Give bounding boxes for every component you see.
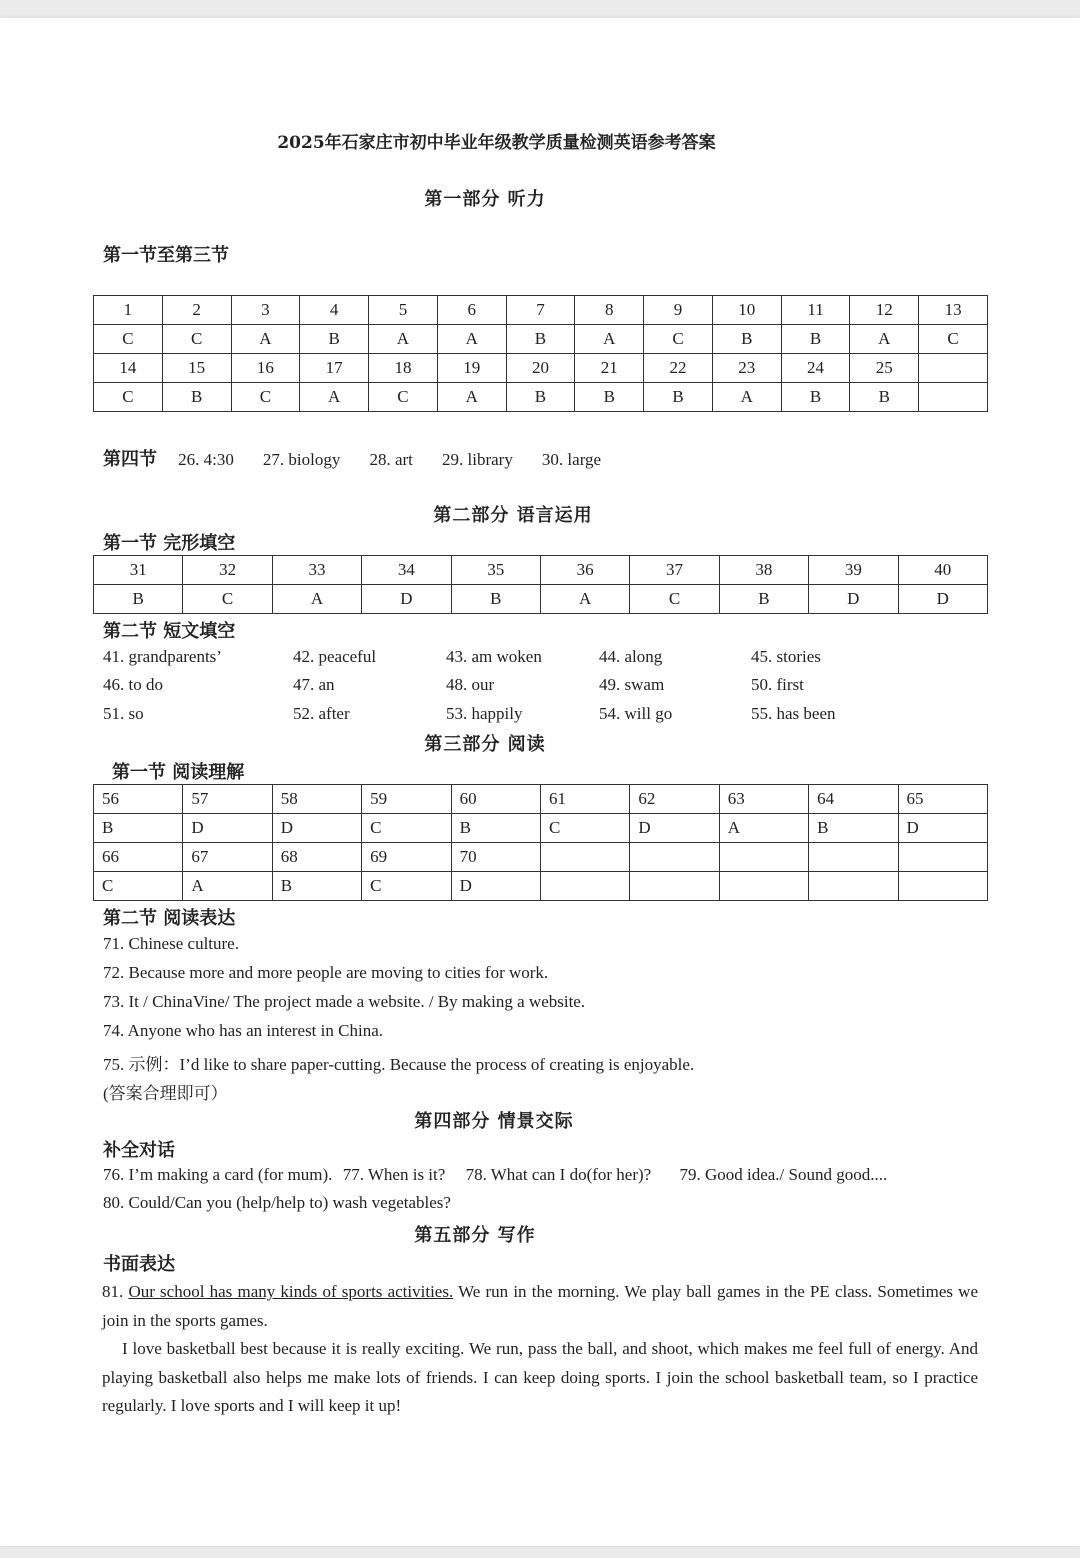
part1-sec4-row <box>103 445 601 471</box>
dialogue-answer: 76. I’m making a card (for mum). <box>103 1165 333 1184</box>
part4-sec-label: 补全对话 <box>103 1140 175 1161</box>
table-cell: B <box>451 814 540 843</box>
part1-sec1-3-label: 第一节至第三节 <box>103 245 229 266</box>
table-cell: C <box>644 325 713 354</box>
reading-answer-73: 73. It / ChinaVine/ The project made a website. / By making a website. <box>103 992 586 1011</box>
essay-paragraph-2: I love basketball best because it is really exciting. We run, pass the ball, and shoot, which makes me feel full of energy. And playing basketball also helps me make lots of friends. I can keep doing sports. I join the school basketball team, so I practice regularly. I love sports and I will keep it up! <box>102 1339 978 1415</box>
part2-heading: 第二部分 语言运用 <box>433 505 593 526</box>
table-cell: 15 <box>162 354 231 383</box>
fill-answer: 53. happily <box>446 704 523 723</box>
table-cell: 31 <box>94 556 183 585</box>
table-cell: 17 <box>300 354 369 383</box>
table-cell: 20 <box>506 354 575 383</box>
table-cell <box>809 872 898 901</box>
dialogue-answer-80: 80. Could/Can you (help/help to) wash vegetables? <box>103 1193 451 1212</box>
fill-answer: 52. after <box>293 704 350 723</box>
table-cell: B <box>94 814 183 843</box>
fill-answer: 47. an <box>293 675 335 694</box>
table-cell: 24 <box>781 354 850 383</box>
reading-answer-71: 71. Chinese culture. <box>103 934 239 953</box>
fill-answer: 44. along <box>599 647 663 666</box>
table-cell: 22 <box>644 354 713 383</box>
fill-answer: 49. swam <box>599 675 665 694</box>
table-cell: C <box>362 872 451 901</box>
table-cell: 68 <box>272 843 361 872</box>
table-cell <box>919 383 988 412</box>
reading-answer-72: 72. Because more and more people are moving to cities for work. <box>103 963 549 982</box>
table-row <box>94 785 988 814</box>
table-cell: A <box>437 383 506 412</box>
table-cell: B <box>451 585 540 614</box>
table-cell: 57 <box>183 785 272 814</box>
table-cell <box>719 843 808 872</box>
table-cell: 4 <box>300 296 369 325</box>
table-cell: C <box>162 325 231 354</box>
listening-answer-table <box>93 295 988 412</box>
table-cell: A <box>183 872 272 901</box>
table-cell: 36 <box>540 556 629 585</box>
table-cell: D <box>898 814 987 843</box>
table-cell: D <box>183 814 272 843</box>
sec4-answer: 27. biology <box>262 450 341 469</box>
table-cell: 5 <box>369 296 438 325</box>
table-cell <box>719 872 808 901</box>
reading-answer-74: 74. Anyone who has an interest in China. <box>103 1021 383 1040</box>
part3-sec1-label: 第一节 阅读理解 <box>112 762 245 783</box>
part1-sec4-label: 第四节 <box>103 449 157 470</box>
dialogue-answers-row1 <box>103 1165 887 1185</box>
table-cell: B <box>719 585 808 614</box>
table-cell: 56 <box>94 785 183 814</box>
table-cell: 63 <box>719 785 808 814</box>
fill-answer: 41. grandparents’ <box>103 647 222 666</box>
table-cell: 32 <box>183 556 272 585</box>
table-cell: 70 <box>451 843 540 872</box>
fill-answer: 42. peaceful <box>293 647 377 666</box>
table-row <box>94 354 988 383</box>
table-cell: C <box>94 872 183 901</box>
essay-number: 81. <box>102 1282 124 1301</box>
table-cell: B <box>300 325 369 354</box>
table-cell: 58 <box>272 785 361 814</box>
cloze-answer-table <box>93 555 988 614</box>
part5-heading: 第五部分 写作 <box>414 1225 536 1246</box>
table-cell: 12 <box>850 296 919 325</box>
fill-answer: 50. first <box>751 675 804 694</box>
table-cell: 13 <box>919 296 988 325</box>
table-cell: B <box>94 585 183 614</box>
fill-answer: 55. has been <box>751 704 836 723</box>
table-cell: A <box>300 383 369 412</box>
essay-topic-sentence: Our school has many kinds of sports activities. <box>128 1282 454 1301</box>
table-cell: B <box>575 383 644 412</box>
table-cell: A <box>712 383 781 412</box>
table-cell: 18 <box>369 354 438 383</box>
table-cell: A <box>231 325 300 354</box>
table-cell: 69 <box>362 843 451 872</box>
table-row <box>94 296 988 325</box>
table-cell: B <box>644 383 713 412</box>
dialogue-answer: 78. What can I do(for her)? <box>465 1165 652 1184</box>
table-cell: 59 <box>362 785 451 814</box>
table-cell: C <box>540 814 629 843</box>
table-row <box>94 325 988 354</box>
table-cell: 21 <box>575 354 644 383</box>
fill-answer: 46. to do <box>103 675 163 694</box>
table-row <box>94 383 988 412</box>
table-cell: A <box>540 585 629 614</box>
table-cell: C <box>630 585 719 614</box>
table-cell: 10 <box>712 296 781 325</box>
table-cell <box>630 843 719 872</box>
table-cell: D <box>809 585 898 614</box>
essay-para1-rest: We run in the morning. We play ball games in the PE class. Sometimes we join in the sports games. <box>102 1282 978 1330</box>
table-cell: 25 <box>850 354 919 383</box>
fill-answer: 45. stories <box>751 647 821 666</box>
sec4-answer: 26. 4:30 <box>178 450 234 469</box>
table-cell: A <box>369 325 438 354</box>
part3-sec2-label: 第二节 阅读表达 <box>103 908 236 929</box>
table-cell: 3 <box>231 296 300 325</box>
table-cell: B <box>712 325 781 354</box>
part2-sec1-label: 第一节 完形填空 <box>103 533 236 554</box>
table-cell: C <box>94 383 163 412</box>
table-row <box>94 585 988 614</box>
reading-answer-table <box>93 784 988 901</box>
table-cell: 9 <box>644 296 713 325</box>
table-cell <box>809 843 898 872</box>
table-cell: 62 <box>630 785 719 814</box>
table-cell: 1 <box>94 296 163 325</box>
part3-heading: 第三部分 阅读 <box>424 734 546 755</box>
answer-note: (答案合理即可） <box>103 1084 228 1103</box>
part4-heading: 第四部分 情景交际 <box>414 1111 574 1132</box>
table-cell: D <box>362 585 451 614</box>
fill-answer: 43. am woken <box>446 647 542 666</box>
table-cell: B <box>850 383 919 412</box>
table-cell: A <box>850 325 919 354</box>
table-cell: D <box>451 872 540 901</box>
answer-sheet-page <box>0 18 1080 1546</box>
table-cell: 19 <box>437 354 506 383</box>
table-cell: 14 <box>94 354 163 383</box>
table-cell <box>540 872 629 901</box>
fill-answer: 54. will go <box>599 704 673 723</box>
table-cell: C <box>231 383 300 412</box>
fill-answer: 48. our <box>446 675 495 694</box>
table-cell: 65 <box>898 785 987 814</box>
sec4-answer: 28. art <box>369 450 413 469</box>
table-cell: A <box>272 585 361 614</box>
table-cell: D <box>898 585 987 614</box>
table-cell: D <box>630 814 719 843</box>
table-cell <box>540 843 629 872</box>
dialogue-answer: 77. When is it? <box>342 1165 446 1184</box>
table-cell: A <box>719 814 808 843</box>
table-cell <box>919 354 988 383</box>
table-cell: 35 <box>451 556 540 585</box>
table-cell: 33 <box>272 556 361 585</box>
table-row <box>94 556 988 585</box>
document-title: 2025年石家庄市初中毕业年级教学质量检测英语参考答案 <box>277 133 716 153</box>
part2-sec2-label: 第二节 短文填空 <box>103 621 236 642</box>
table-cell: 34 <box>362 556 451 585</box>
table-cell: A <box>437 325 506 354</box>
table-cell: D <box>272 814 361 843</box>
table-cell: 23 <box>712 354 781 383</box>
table-row <box>94 814 988 843</box>
table-cell: B <box>506 325 575 354</box>
table-cell: 60 <box>451 785 540 814</box>
table-cell: 64 <box>809 785 898 814</box>
table-cell <box>898 843 987 872</box>
part5-sec-label: 书面表达 <box>103 1254 175 1275</box>
table-cell: A <box>575 325 644 354</box>
table-cell: B <box>272 872 361 901</box>
fill-answer: 51. so <box>103 704 144 723</box>
table-cell: B <box>809 814 898 843</box>
table-cell: 66 <box>94 843 183 872</box>
table-cell: B <box>781 383 850 412</box>
table-row <box>94 843 988 872</box>
table-cell: B <box>781 325 850 354</box>
table-cell: C <box>362 814 451 843</box>
table-cell: 40 <box>898 556 987 585</box>
dialogue-answer: 79. Good idea./ Sound good.... <box>679 1165 888 1184</box>
table-cell <box>630 872 719 901</box>
table-cell: 16 <box>231 354 300 383</box>
table-cell: 11 <box>781 296 850 325</box>
table-cell: 8 <box>575 296 644 325</box>
sec4-answer: 30. large <box>541 450 602 469</box>
reading-answer-75: 75. 示例：I’d like to share paper-cutting. Because the process of creating is enjoyable. <box>103 1055 695 1074</box>
essay-paragraph-1 <box>102 1278 978 1335</box>
table-cell: B <box>162 383 231 412</box>
table-cell: 67 <box>183 843 272 872</box>
table-cell: C <box>919 325 988 354</box>
table-cell: C <box>183 585 272 614</box>
table-cell <box>898 872 987 901</box>
table-cell: C <box>94 325 163 354</box>
sec4-answer: 29. library <box>442 450 513 469</box>
table-row <box>94 872 988 901</box>
table-cell: 39 <box>809 556 898 585</box>
table-cell: 6 <box>437 296 506 325</box>
table-cell: B <box>506 383 575 412</box>
table-cell: 2 <box>162 296 231 325</box>
table-cell: C <box>369 383 438 412</box>
table-cell: 38 <box>719 556 808 585</box>
table-cell: 61 <box>540 785 629 814</box>
table-cell: 7 <box>506 296 575 325</box>
table-cell: 37 <box>630 556 719 585</box>
part1-heading: 第一部分 听力 <box>424 189 546 210</box>
